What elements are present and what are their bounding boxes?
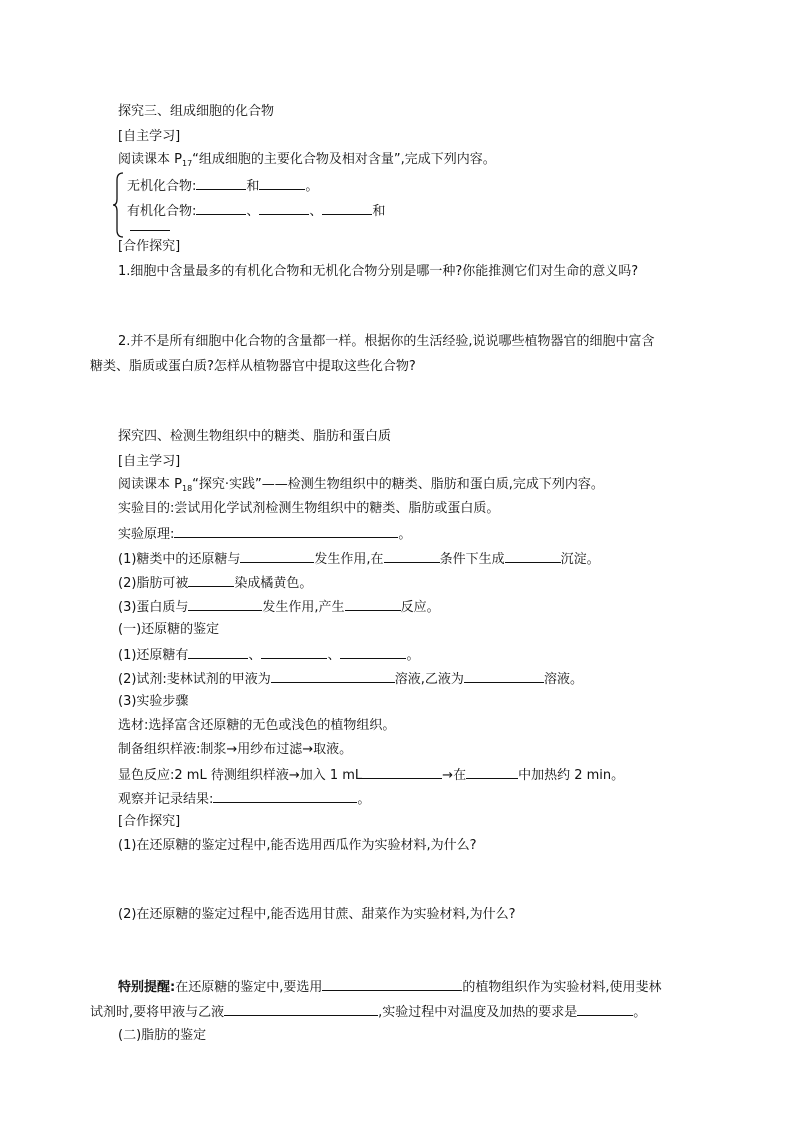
tip-blank-3[interactable] <box>577 1001 633 1016</box>
special-tip-line2: 试剂时,要将甲液与乙液 ,实验过程中对温度及加热的要求是 。 <box>90 1001 646 1021</box>
experiment-purpose: 实验目的:尝试用化学试剂检测生物组织中的糖类、脂肪或蛋白质。 <box>118 501 500 516</box>
inorganic-compounds-line: 无机化合物: 和 。 <box>127 175 318 195</box>
color-reaction-blank-1[interactable] <box>362 764 442 779</box>
section3-title: 探究三、组成细胞的化合物 <box>118 104 275 119</box>
principle-item-1: (1)糖类中的还原糖与 发生作用,在 条件下生成 沉淀。 <box>118 548 600 568</box>
coop-question-1: (1)在还原糖的鉴定过程中,能否选用西瓜作为实验材料,为什么? <box>118 838 477 853</box>
section4-reading-instruction: 阅读课本 $P_{18}“$探究·实践”——检测生物组织中的糖类、脂肪和蛋白质,完成下列内容。 <box>118 477 604 493</box>
sugar-blank-2[interactable] <box>261 644 327 659</box>
step-color-reaction: 显色反应:2 mL 待测组织样液→加入 1 mL →在 中加热约 2 min。 <box>118 764 624 784</box>
experiment-steps-heading: (3)实验步骤 <box>118 694 189 709</box>
tip-blank-1[interactable] <box>322 976 462 991</box>
organic-blank-2[interactable] <box>259 200 309 215</box>
section3-question-2-line1: 2.并不是所有细胞中化合物的含量都一样。根据你的生活经验,说说哪些植物器官的细胞中富含 <box>118 334 655 349</box>
sugar-blank-1[interactable] <box>188 644 248 659</box>
reagent-blank-a[interactable] <box>271 668 395 683</box>
section3-reading-instruction: 阅读课本 $P_{17}“$组成细胞的主要化合物及相对含量”,完成下列内容。 <box>118 152 496 168</box>
inorganic-blank-1[interactable] <box>196 175 246 190</box>
experiment-principle-line: 实验原理: 。 <box>118 523 411 543</box>
section3-question-2-line2: 糖类、脂质或蛋白质?怎样从植物器官中提取这些化合物? <box>90 359 416 374</box>
reducing-sugar-types-line: (1)还原糖有 、 、 。 <box>118 644 419 664</box>
sugar-blank-3[interactable] <box>340 644 406 659</box>
principle-1-blank-2[interactable] <box>384 548 440 563</box>
organic-blank-line-2 <box>130 216 170 236</box>
principle-3-blank-2[interactable] <box>345 596 401 611</box>
color-reaction-blank-2[interactable] <box>466 764 518 779</box>
section4-self-study-heading: [自主学习] <box>118 454 181 469</box>
principle-3-blank-1[interactable] <box>188 596 262 611</box>
coop-question-2: (2)在还原糖的鉴定过程中,能否选用甘蔗、甜菜作为实验材料,为什么? <box>118 907 516 922</box>
principle-1-blank-1[interactable] <box>240 548 314 563</box>
reagent-blank-b[interactable] <box>464 668 544 683</box>
special-tip-line1: 特别提醒:在还原糖的鉴定中,要选用 的植物组织作为实验材料,使用斐林 <box>118 976 661 996</box>
principle-item-3: (3)蛋白质与 发生作用,产生 反应。 <box>118 596 440 616</box>
principle-item-2: (2)脂肪可被 染成橘黄色。 <box>118 572 312 592</box>
inorganic-blank-2[interactable] <box>259 175 305 190</box>
principle-1-blank-3[interactable] <box>505 548 561 563</box>
step-observe: 观察并记录结果: 。 <box>118 788 370 808</box>
section3-question-1: 1.细胞中含量最多的有机化合物和无机化合物分别是哪一种?你能推测它们对生命的意义吗? <box>118 264 639 279</box>
reagent-line: (2)试剂:斐林试剂的甲液为 溶液,乙液为 溶液。 <box>118 668 583 688</box>
section3-coop-heading: [合作探究] <box>118 239 181 254</box>
observe-blank[interactable] <box>213 788 357 803</box>
brace-icon <box>112 172 124 238</box>
principle-2-blank[interactable] <box>188 572 234 587</box>
organic-blank-1[interactable] <box>196 200 246 215</box>
principle-blank[interactable] <box>174 523 398 538</box>
organic-blank-3[interactable] <box>322 200 372 215</box>
tip-blank-2[interactable] <box>224 1001 378 1016</box>
section4-title: 探究四、检测生物组织中的糖类、脂肪和蛋白质 <box>118 429 392 444</box>
organic-blank-4[interactable] <box>130 216 170 231</box>
subsection-fat: (二)脂肪的鉴定 <box>118 1028 207 1043</box>
organic-compounds-line: 有机化合物: 、 、 和 <box>127 200 385 220</box>
step-material: 选材:选择富含还原糖的无色或浅色的植物组织。 <box>118 718 396 733</box>
section4-coop-heading: [合作探究] <box>118 814 181 829</box>
subsection-reducing-sugar: (一)还原糖的鉴定 <box>118 622 220 637</box>
step-prepare-sample: 制备组织样液:制浆→用纱布过滤→取液。 <box>118 742 353 757</box>
section3-self-study-heading: [自主学习] <box>118 129 181 144</box>
